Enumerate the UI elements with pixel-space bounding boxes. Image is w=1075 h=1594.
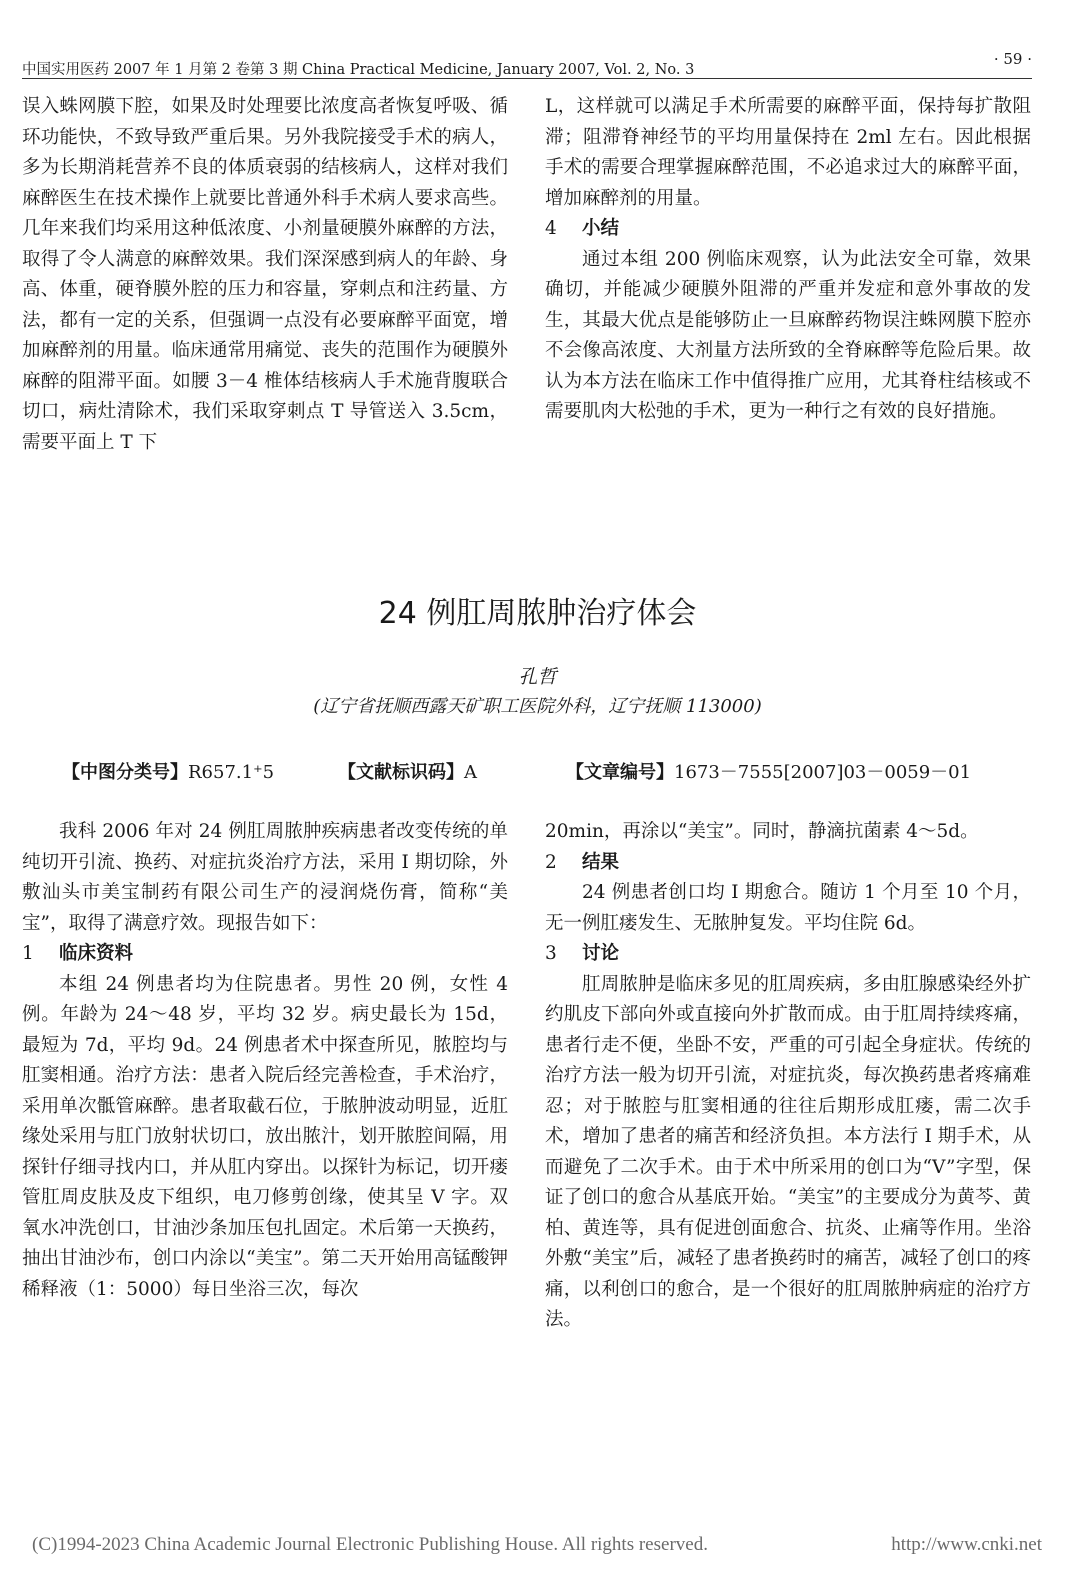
section-title: 结果: [582, 851, 620, 873]
header-rule: [22, 78, 1032, 79]
section-heading-summary: [545, 214, 1031, 245]
section-text: 本组 24 例患者均为住院患者。男性 20 例，女性 4 例。年龄为 24～48 岁，平均 32 岁。病史最长为 15d，最短为 7d，平均 9d。24 例患者术中探查所见，脓腔均与肛窦相通。治疗方法：患者入院后经完善检查，手术治疗，采用单次骶管麻醉。患者取截石位，于脓肿波动明显，近肛缘处采用与肛门放射状切口，放出脓汁，划开脓腔间隔，用探针仔细寻找内口，并从肛内穿出。以探针为标记，切开瘘管肛周皮肤及皮下组织，电刀修剪创缘，使其呈 V 字。双氧水冲洗创口，甘油沙条加压包扎固定。术后第一天换药，抽出甘油沙布，创口内涂以“美宝”。第二天开始用高锰酸钾稀释液（1：5000）每日坐浴三次，每次: [22, 973, 508, 1300]
section-number: 2: [545, 851, 557, 873]
running-header: [22, 50, 1032, 80]
section-title: 讨论: [582, 943, 620, 964]
previous-article-paragraph: 误入蛛网膜下腔，如果及时处理要比浓度高者恢复呼吸、循环功能快，不致导致严重后果。另外我院接受手术的病人，多为长期消耗营养不良的体质衰弱的结核病人，这样对我们麻醉医生在技术操作上就要比普通外科手术病人要求高些。几年来我们均采用这种低浓度、小剂量硬膜外麻醉的方法，取得了令人满意的麻醉效果。我们深深感到病人的年龄、身高、体重，硬脊膜外腔的压力和容量，穿刺点和注药量、方法，都有一定的关系，但强调一点没有必要麻醉平面宽，增加麻醉剂的用量。临床通常用痛觉、丧失的范围作为硬膜外麻醉的阻滞平面。如腰 3－4 椎体结核病人手术施背腹联合切口，病灶清除术，我们采取穿刺点 T 导管送入 3.5cm，需要平面上 T 下: [22, 96, 508, 453]
previous-article-paragraph: 通过本组 200 例临床观察，认为此法安全可靠，效果确切，并能减少硬膜外阻滞的严重并发症和意外事故的发生，其最大优点是能够防止一旦麻醉药物误注蛛网膜下腔亦不会像高浓度、大剂量方法所致的全脊麻醉等危险后果。故认为本方法在临床工作中值得推广应用，尤其脊柱结核或不需要肌肉大松弛的手术，更为一种行之有效的良好措施。: [545, 248, 1031, 422]
article-title: 24 例肛周脓肿治疗体会: [378, 596, 697, 631]
clc-value: R657.1⁺5: [188, 762, 275, 783]
section-heading-clinical-data: [22, 939, 508, 970]
article-intro: 我科 2006 年对 24 例肛周脓肿疾病患者改变传统的单纯切开引流、换药、对症抗炎治疗方法，采用 I 期切除，外敷汕头市美宝制药有限公司生产的浸润烧伤膏，简称“美宝”，取得了满意疗效。现报告如下：: [22, 821, 508, 934]
previous-article-left-column: [22, 92, 508, 542]
section-heading-results: [545, 848, 1031, 879]
section-text: 肛周脓肿是临床多见的肛周疾病，多由肛腺感染经外扩约肌皮下部向外或直接向外扩散而成。由于肛周持续疼痛，患者行走不便，坐卧不安，严重的可引起全身症状。传统的治疗方法一般为切开引流，对症抗炎，每次换药患者疼痛难忍；对于脓腔与肛窦相通的往往后期形成肛瘘，需二次手术，增加了患者的痛苦和经济负担。本方法行 I 期手术，从而避免了二次手术。由于术中所采用的创口为“V”字型，保证了创口的愈合从基底开始。“美宝”的主要成分为黄芩、黄柏、黄连等，具有促进创面愈合、抗炎、止痛等作用。坐浴外敷“美宝”后，减轻了患者换药时的痛苦，减轻了创口的疼痛，以利创口的愈合，是一个很好的肛周脓肿病症的治疗方法。: [545, 973, 1031, 1330]
article-right-column: [545, 817, 1031, 1417]
copyright-footer: [32, 1534, 1042, 1556]
previous-article-paragraph: L，这样就可以满足手术所需要的麻醉平面，保持每扩散阻滞；阻滞脊神经节的平均用量保持在 2ml 左右。因此根据手术的需要合理掌握麻醉范围，不必追求过大的麻醉平面，增加麻醉剂的用量。: [545, 96, 1031, 209]
article-id-value: 1673－7555[2007]03－0059－01: [674, 762, 972, 783]
section-number: 3: [545, 943, 557, 964]
section-number: 4: [545, 218, 557, 239]
footer-url: http://www.cnki.net: [891, 1534, 1042, 1555]
journal-citation: 中国实用医药 2007 年 1 月第 2 卷第 3 期 China Practical Medicine, January 2007, Vol. 2, No. 3: [22, 62, 695, 78]
page-number: · 59 ·: [993, 50, 1032, 68]
section-text: 24 例患者创口均 I 期愈合。随访 1 个月至 10 个月，无一例肛瘘发生、无脓肿复发。平均住院 6d。: [545, 882, 1031, 934]
section-text: 20min，再涂以“美宝”。同时，静滴抗菌素 4～5d。: [545, 821, 979, 842]
article-left-column: [22, 817, 508, 1435]
copyright-text: (C)1994-2023 China Academic Journal Electronic Publishing House. All rights reserved.: [32, 1534, 708, 1555]
section-number: 1: [22, 943, 34, 964]
article-author: 孔哲: [518, 666, 557, 688]
clc-label: 【中图分类号】: [62, 762, 188, 783]
document-code: [338, 758, 477, 784]
section-title: 小结: [582, 218, 620, 239]
document-code-value: A: [464, 762, 477, 783]
clc-number: [62, 758, 274, 784]
author-affiliation: (辽宁省抚顺西露天矿职工医院外科，辽宁抚顺 113000): [313, 696, 762, 717]
section-heading-discussion: [545, 939, 1031, 970]
section-title: 临床资料: [59, 943, 134, 964]
document-code-label: 【文献标识码】: [338, 762, 464, 783]
article-id: [566, 758, 971, 784]
article-id-label: 【文章编号】: [566, 762, 674, 783]
previous-article-right-column: [545, 92, 1031, 512]
